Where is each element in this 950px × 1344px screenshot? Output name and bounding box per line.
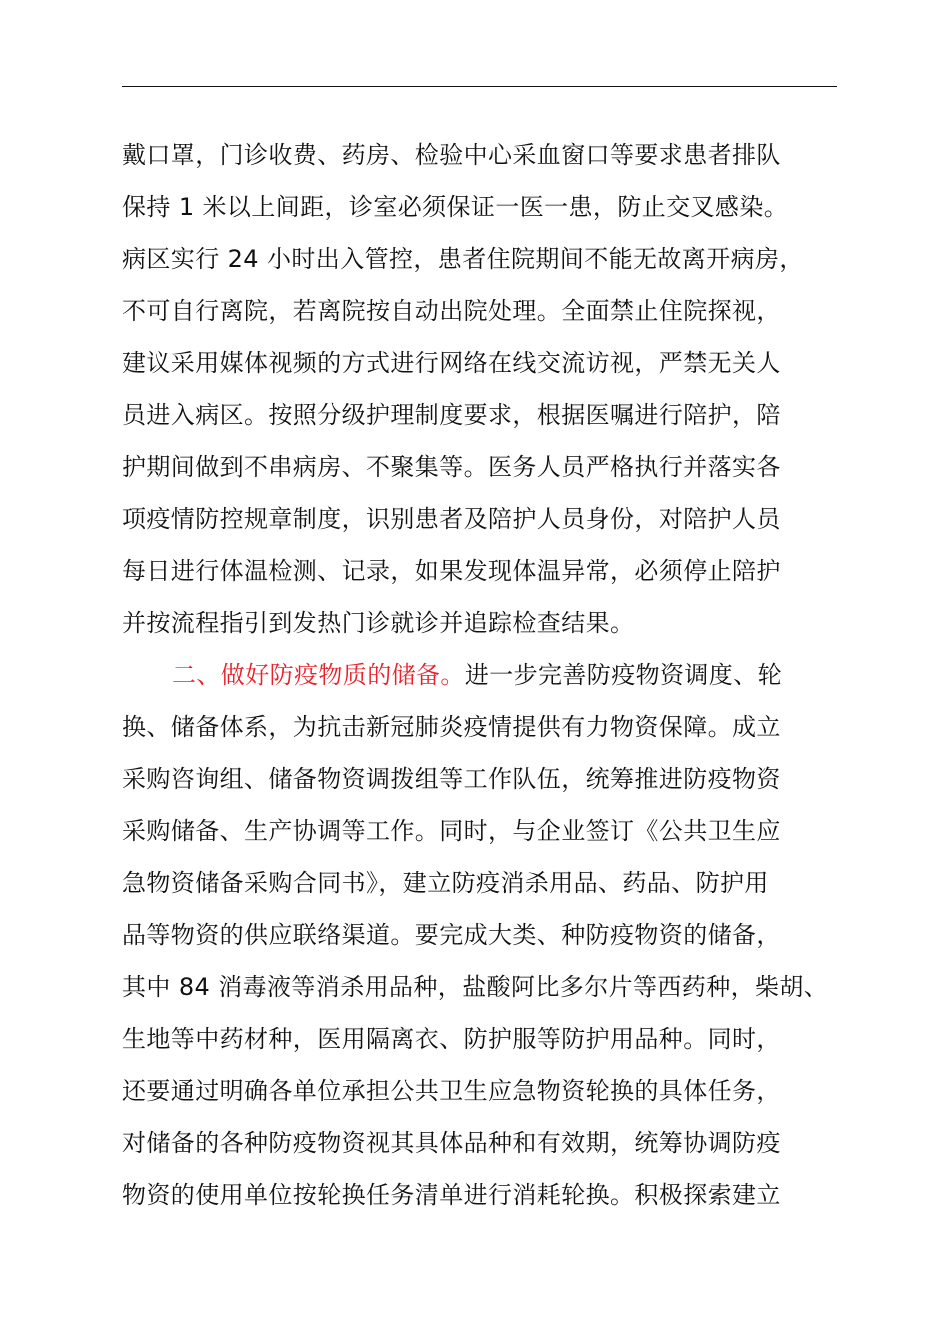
text-line: 生地等中药材种，医用隔离衣、防护服等防护用品种。同时， <box>122 1025 781 1053</box>
text-line: 并按流程指引到发热门诊就诊并追踪检查结果。 <box>122 609 635 637</box>
text-line: 采购储备、生产协调等工作。同时，与企业签订《公共卫生应 <box>122 817 781 845</box>
text-line: 护期间做到不串病房、不聚集等。医务人员严格执行并落实各 <box>122 453 781 481</box>
text-line: 其中 84 消毒液等消杀用品种，盐酸阿比多尔片等西药种，柴胡、 <box>122 973 829 1001</box>
text-line: 建议采用媒体视频的方式进行网络在线交流访视，严禁无关人 <box>122 349 781 377</box>
text-line: 病区实行 24 小时出入管控，患者住院期间不能无故离开病房， <box>122 245 804 273</box>
text-line: 品等物资的供应联络渠道。要完成大类、种防疫物资的储备， <box>122 921 781 949</box>
text-line: 保持 1 米以上间距，诊室必须保证一医一患，防止交叉感染。 <box>122 193 789 221</box>
text-line: 急物资储备采购合同书》，建立防疫消杀用品、药品、防护用 <box>122 869 769 897</box>
text-line: 不可自行离院，若离院按自动出院处理。全面禁止住院探视， <box>122 297 781 325</box>
text-line: 物资的使用单位按轮换任务清单进行消耗轮换。积极探索建立 <box>122 1181 781 1209</box>
text-line: 采购咨询组、储备物资调拨组等工作队伍，统筹推进防疫物资 <box>122 765 781 793</box>
section-heading-line <box>172 657 852 693</box>
text-line: 戴口罩，门诊收费、药房、检验中心采血窗口等要求患者排队 <box>122 141 781 169</box>
section-heading: 二、做好防疫物质的储备。 <box>172 661 465 689</box>
text-line: 对储备的各种防疫物资视其具体品种和有效期，统筹协调防疫 <box>122 1129 781 1157</box>
header-rule <box>122 86 837 87</box>
text-line: 每日进行体温检测、记录，如果发现体温异常，必须停止陪护 <box>122 557 781 585</box>
text-line: 项疫情防控规章制度，识别患者及陪护人员身份，对陪护人员 <box>122 505 781 533</box>
text-line: 员进入病区。按照分级护理制度要求，根据医嘱进行陪护，陪 <box>122 401 781 429</box>
section-heading-continuation: 进一步完善防疫物资调度、轮 <box>464 661 783 689</box>
text-line: 换、储备体系，为抗击新冠肺炎疫情提供有力物资保障。成立 <box>122 713 781 741</box>
text-line: 还要通过明确各单位承担公共卫生应急物资轮换的具体任务， <box>122 1077 781 1105</box>
